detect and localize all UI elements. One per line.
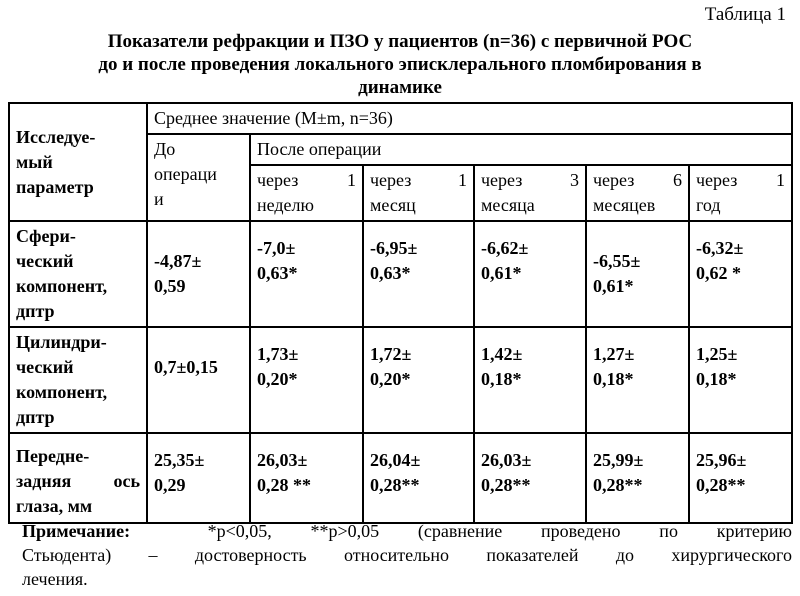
table-row	[9, 221, 792, 327]
title-line-3: динамике	[358, 77, 442, 98]
after-value: 25,96± 0,28**	[689, 433, 792, 523]
after-header: После операции	[250, 134, 792, 165]
after-value: -7,0± 0,63*	[250, 221, 363, 327]
note-label: Примечание:	[22, 521, 131, 541]
title-line-2: до и после проведения локального эписклерального пломбирования в	[98, 54, 702, 75]
before-value: -4,87± 0,59	[147, 221, 250, 327]
period-1-month: через 1 месяц	[363, 165, 474, 221]
after-value: 1,72± 0,20*	[363, 327, 474, 433]
refraction-table	[8, 102, 793, 524]
table-number: Таблица 1	[704, 4, 786, 25]
row-label: Сфери- ческий компонент, дптр	[9, 221, 147, 327]
before-value: 25,35± 0,29	[147, 433, 250, 523]
after-value: 1,27± 0,18*	[586, 327, 689, 433]
mean-header: Среднее значение (M±m, n=36)	[147, 103, 792, 134]
table-row	[9, 327, 792, 433]
before-value: 0,7±0,15	[147, 327, 250, 433]
row-label: Цилиндри- ческий компонент, дптр	[9, 327, 147, 433]
after-value: 1,42± 0,18*	[474, 327, 586, 433]
table-title	[0, 30, 800, 99]
period-3-months: через 3 месяца	[474, 165, 586, 221]
period-1-year: через 1 год	[689, 165, 792, 221]
note-text-2: Стьюдента) – достоверность относительно показателей до хирургического	[22, 545, 792, 565]
before-header: До операци и	[147, 134, 250, 221]
title-line-1: Показатели рефракции и ПЗО у пациентов (n=36) с первичной РОС	[107, 31, 693, 52]
period-6-months: через 6 месяцев	[586, 165, 689, 221]
after-value: -6,55± 0,61*	[586, 221, 689, 327]
row-label: Передне- задняя ось глаза, мм	[9, 433, 147, 523]
after-value: -6,95± 0,63*	[363, 221, 474, 327]
after-value: 26,04± 0,28**	[363, 433, 474, 523]
after-value: -6,62± 0,61*	[474, 221, 586, 327]
after-value: 1,73± 0,20*	[250, 327, 363, 433]
after-value: 26,03± 0,28 **	[250, 433, 363, 523]
note-text-3: лечения.	[22, 569, 88, 589]
period-1-week: через 1 неделю	[250, 165, 363, 221]
table-row	[9, 433, 792, 523]
param-header: Исследуе- мый параметр	[9, 103, 147, 221]
note-text-1: *р<0,05, **р>0,05 (сравнение проведено по критерию	[207, 521, 793, 541]
after-value: 25,99± 0,28**	[586, 433, 689, 523]
after-value: -6,32± 0,62 *	[689, 221, 792, 327]
after-value: 1,25± 0,18*	[689, 327, 792, 433]
after-value: 26,03± 0,28**	[474, 433, 586, 523]
table-note	[22, 519, 792, 591]
